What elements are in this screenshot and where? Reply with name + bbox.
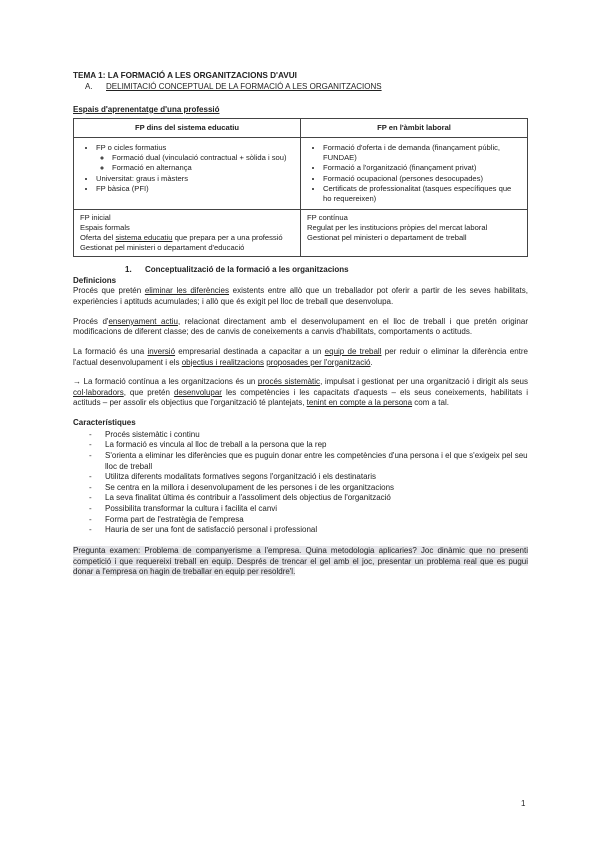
definition-paragraph-1: [73, 286, 528, 307]
section-1-title: Conceptualització de la formació a les organitzacions: [145, 265, 349, 275]
definicions-heading: Definicions: [73, 275, 117, 285]
definition-paragraph-4: [73, 377, 528, 409]
detail-line: Gestionat pel ministeri o departament de treball: [307, 233, 467, 242]
definition-paragraph-2: [73, 317, 528, 338]
list-item: - Forma part de l'estratègia de l'empresa: [105, 515, 528, 526]
paragraph-text: La formació és una: [73, 346, 148, 356]
caracteristiques-heading: Característiques: [73, 418, 136, 428]
paragraph-underlined: desenvolupar: [173, 387, 222, 397]
educatiu-list: [80, 143, 294, 193]
section-1-heading: [125, 265, 528, 276]
document-title: TEMA 1: LA FORMACIÓ A LES ORGANITZACIONS D'AVUI: [73, 71, 297, 80]
paragraph-text: existents entre allò que un treballador pot oferir a partir de les seves habilitats, experiències i aptituds acumulades; i allò que és exigit pel lloc de treball que desenvolupa.: [73, 286, 528, 307]
list-item: - S'orienta a eliminar les diferències que es puguin donar entre les competències d'una persona i el que s'exigeix pel seu lloc de treball: [105, 451, 528, 472]
table-row-details: [74, 209, 528, 256]
detail-text: que prepara per a una professió: [172, 233, 283, 242]
detail-line: FP inicial: [80, 212, 111, 222]
paragraph-underlined: procés sistemàtic: [257, 377, 321, 387]
section-a-letter: A.: [85, 81, 93, 91]
col-header-educatiu: FP dins del sistema educatiu: [74, 119, 301, 138]
exam-question-text: Pregunta examen: Problema de companyerisme a l'empresa. Quina metodologia aplicaries? Joc dinàmic que no presenti competició i que requereixi treball en equip. Després de trencar el gel amb el joc, presentar un problema real que es pugui donar a l'empresa on hagin de treballar en equip per resoldre'l.: [73, 545, 528, 577]
list-item: • Formació a l'organització (finançament privat): [323, 163, 521, 173]
detail-line: Gestionat pel ministeri o departament d'educació: [80, 243, 245, 253]
paragraph-text: , impulsat i gestionat per una organització i dirigit als seus: [320, 377, 528, 387]
paragraph-text: → La formació contínua a les organitzacions és un: [73, 377, 258, 387]
list-item: • Certificats de professionalitat (tasques específiques que ho requereixen): [323, 184, 521, 204]
list-item: • Formació d'oferta i de demanda (finançament públic, FUNDAE): [323, 143, 521, 163]
paragraph-underlined: equip de treball: [324, 346, 382, 356]
definition-paragraph-3: [73, 347, 528, 368]
paragraph-underlined: proposades per l'organització: [266, 357, 371, 367]
paragraph-text: empresarial destinada a capacitar a un: [175, 346, 325, 356]
paragraph-underlined: objectius i realitzacions: [181, 357, 264, 367]
page-number: 1: [521, 799, 526, 808]
paragraph-text: .: [370, 357, 373, 367]
section-1-number: 1.: [125, 265, 132, 275]
paragraph-text: , que pretén: [123, 387, 174, 397]
cell-laboral-list: [301, 138, 528, 210]
paragraph-text: Procés d': [73, 316, 109, 326]
paragraph-text: les competències i les capacitats d'aquests – els seus coneixements, habilitats i actituds – per assolir els objectius que l'organització té plantejats,: [73, 387, 528, 408]
paragraph-text: , relacionat directament amb el desenvolupament en el lloc de treball i que pretén originar modificacions de diferent classe; des de canvis de coneixements a canvis d'habilitats, comportaments o actituds.: [73, 316, 528, 337]
section-a-heading: [85, 82, 528, 93]
paragraph-text: Procés que pretén: [73, 286, 145, 296]
list-item: • Universitat: graus i màsters: [96, 174, 294, 184]
paragraph-text: com a tal.: [412, 398, 449, 408]
detail-line: Regulat per les institucions pròpies del mercat laboral: [307, 222, 488, 232]
laboral-list: [307, 143, 521, 204]
detail-line: [80, 233, 294, 243]
list-item: - Se centra en la millora i desenvolupament de les persones i de les organitzacions: [105, 483, 528, 494]
exam-question-paragraph: [73, 546, 528, 578]
caracteristiques-list: [73, 430, 528, 536]
espais-heading: Espais d'aprenentatge d'una professió: [73, 104, 220, 114]
list-item-text: FP o cicles formatius: [96, 143, 167, 153]
list-item: - Hauria de ser una font de satisfacció personal i professional: [105, 525, 528, 536]
list-item: - La formació es vincula al lloc de treball a la persona que la rep: [105, 440, 528, 451]
cell-educatiu-details: [74, 209, 301, 256]
cell-educatiu-list: [74, 138, 301, 210]
detail-line: FP contínua: [307, 212, 348, 222]
sub-list-item: ◦ Formació en alternança: [112, 163, 294, 173]
section-a-title: DELIMITACIÓ CONCEPTUAL DE LA FORMACIÓ A LES ORGANITZACIONS: [106, 81, 382, 91]
paragraph-underlined: col·laboradors: [73, 387, 124, 397]
fp-comparison-table: [73, 118, 528, 257]
list-item: • FP bàsica (PFI): [96, 184, 294, 194]
detail-underlined: sistema educatiu: [115, 233, 173, 242]
list-item: [96, 143, 294, 173]
paragraph-underlined: inversió: [147, 346, 176, 356]
sub-list-item: ◦ Formació dual (vinculació contractual + sòlida i sou): [112, 153, 294, 163]
list-item: - Procés sistemàtic i continu: [105, 430, 528, 441]
table-header-row: [74, 119, 528, 138]
paragraph-underlined: ensenyament actiu: [108, 316, 178, 326]
paragraph-underlined: tenint en compte a la persona: [306, 398, 413, 408]
paragraph-underlined: eliminar les diferències: [144, 286, 230, 296]
cell-laboral-details: [301, 209, 528, 256]
paragraph-text: per reduir o eliminar la diferència entre l'actual desenvolupament i els: [73, 346, 528, 367]
detail-text: Oferta del: [80, 233, 116, 242]
list-item: - Utilitza diferents modalitats formatives segons l'organització i els destinataris: [105, 472, 528, 483]
detail-line: Espais formals: [80, 222, 130, 232]
list-item: • Formació ocupacional (persones desocupades): [323, 174, 521, 184]
table-row-lists: [74, 138, 528, 210]
col-header-laboral: FP en l'àmbit laboral: [301, 119, 528, 138]
sub-list: [96, 153, 294, 173]
list-item: - Possibilita transformar la cultura i facilita el canvi: [105, 504, 528, 515]
list-item: - La seva finalitat última és contribuir a l'assoliment dels objectius de l'organització: [105, 493, 528, 504]
page-content: [73, 71, 528, 578]
